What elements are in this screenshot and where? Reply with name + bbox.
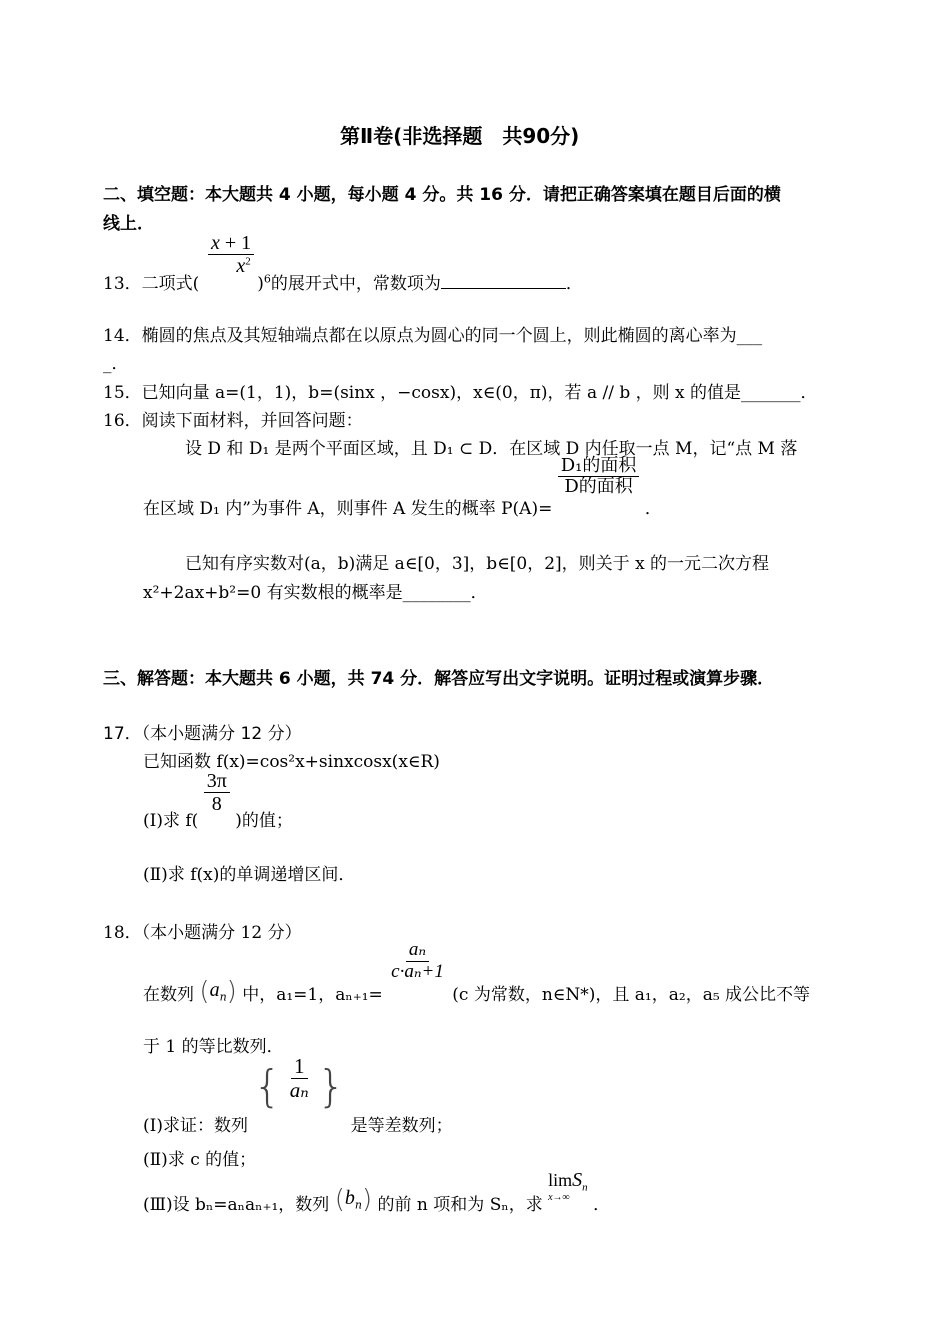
q15-line: 15．已知向量 a=(1，1)，b=(sinx ，−cosx)，x∈(0，π)，若 a // b ，则 x 的值是_______．	[103, 383, 818, 403]
q13-answer-blank[interactable]	[441, 272, 566, 289]
q17-part2: (Ⅱ)求 f(x)的单调递增区间．	[143, 865, 356, 885]
q18-recurrence-fraction: $\frac{\text{aₙ}}{\text{c·aₙ+1}}$	[391, 939, 444, 982]
q18-part1: (I)求证：数列 { $\frac{1}{\text{aₙ}}$ } 是等差数列；	[143, 1054, 453, 1136]
section2-header-line1: 二、填空题：本大题共 4 小题，每小题 4 分。共 16 分．请把正确答案填在题目后面的横	[103, 185, 781, 205]
q18-title: 18．（本小题满分 12 分）	[103, 923, 302, 943]
q17-given: 已知函数 f(x)=cos²x+sinxcosx(x∈R)	[143, 752, 440, 772]
q16-line1: 16．阅读下面材料，并回答问题：	[103, 411, 363, 431]
q17-fraction: $\frac{3\pi}{8}$	[204, 770, 230, 815]
q17-title: 17．（本小题满分 12 分）	[103, 724, 302, 744]
q16-line3: 在区域 D₁ 内”为事件 A，则事件 A 发生的概率 P(A)= $\frac{\text{D₁的面积}}{\text{D的面积}}$ ．	[143, 455, 662, 519]
q14-line2: _．	[103, 354, 129, 374]
q18-line1: 在数列 $(a_n)$ 中，a₁=1，aₙ₊₁= $\frac{\text{aₙ}}{\text{c·aₙ+1}}$ (c 为常数，n∈N*)，且 a₁，a₂，a₅ 成公比不等	[143, 939, 811, 1007]
section3-header: 三、解答题：本大题共 6 小题，共 74 分．解答应写出文字说明。证明过程或演算步骤．	[103, 669, 775, 689]
q16-probability-fraction: $\frac{\text{D₁的面积}}{\text{D的面积}}$	[558, 456, 640, 497]
q18-reciprocal-fraction: $\frac{1}{\text{aₙ}}$	[289, 1054, 309, 1103]
q17-part1: (I)求 f( $\frac{3\pi}{8}$ )的值；	[143, 770, 293, 831]
q14-line1: 14．椭圆的焦点及其短轴端点都在以原点为圆心的同一个圆上，则此椭圆的离心率为___	[103, 326, 763, 346]
q16-line5: x²+2ax+b²=0 有实数根的概率是________．	[143, 583, 488, 603]
q16-line4: 已知有序实数对(a，b)满足 a∈[0，3]，b∈[0，2]，则关于 x 的一元二次方程	[185, 554, 770, 574]
q16-line2: 设 D 和 D₁ 是两个平面区域，且 D₁ ⊂ D．在区域 D 内任取一点 M，记“点 M 落	[185, 439, 798, 459]
q13-line: 13．二项式( )$^6$的展开式中，常数项为 ．	[103, 272, 583, 294]
q18-part2: (Ⅱ)求 c 的值；	[143, 1150, 257, 1170]
q18-part3: (Ⅲ)设 bₙ=aₙaₙ₊₁，数列 $(b_n)$ 的前 n 项和为 Sₙ，求 limS$_n$ x→∞ ．	[143, 1169, 611, 1215]
page-title: 第Ⅱ卷(非选择题 共90分)	[340, 124, 580, 148]
q18-limit: limS$_n$ x→∞	[548, 1169, 588, 1204]
section2-header-line2: 线上．	[103, 214, 154, 234]
q13-fraction: $\frac{x + 1}{x^2}$	[208, 232, 254, 277]
q18-line2: 于 1 的等比数列．	[143, 1037, 284, 1057]
